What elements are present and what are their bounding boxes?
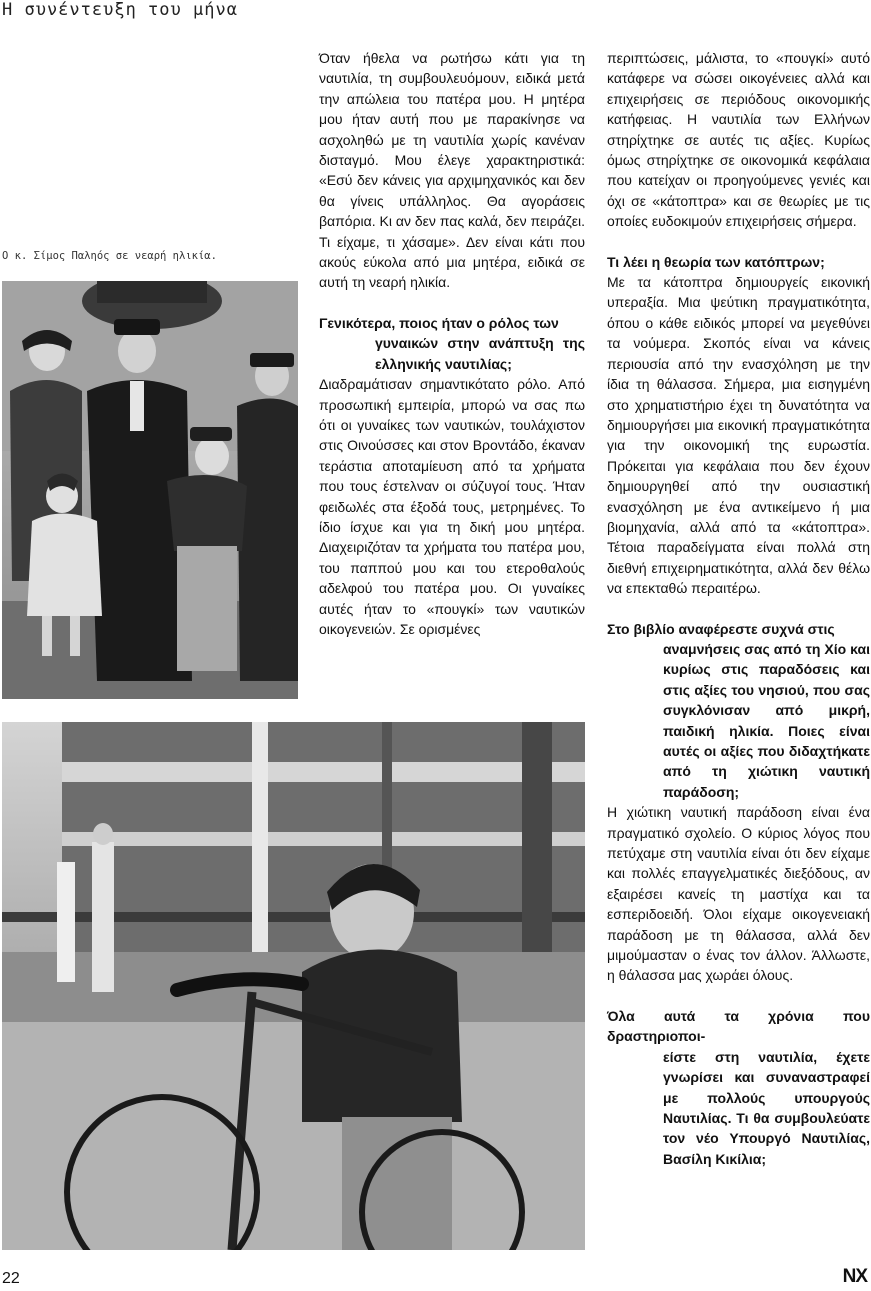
magazine-logo: NX bbox=[842, 1266, 867, 1287]
question-first-line: Στο βιβλίο αναφέρεστε συχνά στις bbox=[607, 620, 835, 637]
answer-chios-values: Η χιώτικη ναυτική παράδοση είναι ένα πραγματικό σχολείο. Ο κύριος λόγος που πετύχαμε στη ναυτιλία είναι ότι δεν είχαμε και πολλές επαγγελματικές διεξόδους, αν εξαιρέσει κανείς τη μαστίχα και τα εσπεριδοειδή. Όλοι είχαμε οικογενειακή παράδοση με τη θάλασσα, αλλά δεν μιμούμασταν ο ένας τον άλλον. Άλλωστε, η θάλασσα μας χωράει όλους. bbox=[607, 804, 870, 984]
boy-bicycle-photo bbox=[2, 722, 585, 1250]
question-chios-values bbox=[607, 619, 870, 803]
answer-women-role: Διαδραμάτισαν σημαντικότατο ρόλο. Από προσωπική εμπειρία, μπορώ να σας πω ότι οι γυναίκες των ναυτικών, τουλάχιστον στις Οινούσσες και στον Βροντάδο, έκαναν τεράστια αποταμίευση από τα χρήματα που τους έστελναν οι σύζυγοί τους. Ήταν φειδωλές στα έξοδά τους, μετρημένες. Το ίδιο ίσχυε και για τη δική μου μητέρα. Διαχειριζόταν τα χρήματα του πατέρα μου, του παππού μου και του ετεροθαλούς αδελφού του πατέρα μου. Οι γυναίκες αυτές ήταν το «πουγκί» των ναυτικών οικογενειών. Σε ορισμένες bbox=[319, 376, 585, 637]
question-rest: είστε στη ναυτιλία, έχετε γνωρίσει και συναναστραφεί με πολλούς υπουργούς Ναυτιλίας. Τι θα συμβουλεύατε τον νέο Υπουργό Ναυτιλίας, Βασίλη Κικίλια; bbox=[663, 1048, 870, 1167]
article-column-middle bbox=[319, 48, 585, 639]
intro-paragraph: Όταν ήθελα να ρωτήσω κάτι για τη ναυτιλία, τη συμβουλευόμουν, ειδικά μετά την απώλεια του πατέρα μου. Η μητέρα μου ήταν αυτή που με παρακίνησε να ασχοληθώ με τη ναυτιλία χωρίς κανέναν δισταγμό. Μου έλεγε χαρακτηριστικά: «Εσύ δεν κάνεις για αρχιμηχανικός και δεν θα γίνεις υπάλληλος. Θα αγοράσεις βαπόρια. Κι αν δεν πας καλά, δεν πειράζει. Τι είχαμε, τι χάσαμε». Δεν είναι κάτι που ακούς εύκολα από μια μητέρα, ειδικά σε αυτή τη νεαρή ηλικία. bbox=[319, 50, 585, 291]
family-photo bbox=[2, 281, 298, 699]
question-mirrors-theory: Τι λέει η θεωρία των κατόπτρων; bbox=[607, 253, 825, 270]
question-women-role bbox=[319, 313, 585, 374]
article-column-right bbox=[607, 48, 870, 1169]
continued-paragraph: περιπτώσεις, μάλιστα, το «πουγκί» αυτό κατάφερε να σώσει οικογένειες αλλά και επιχειρήσεις σε περιόδους οικονομικής κατήφειας. Η ναυτιλία των Ελλήνων στηρίχτηκε σε αυτές τις αξίες. Κυρίως όμως στηρίχτηκε σε οικονομικά κεφάλαια που κατείχαν οι προηγούμενες γενιές και όχι σε «κάτοπτρα» και σε θεωρίες με τις οποίες ευδοκιμούν επιχειρήσεις σήμερα. bbox=[607, 50, 870, 230]
question-rest: γυναικών στην ανάπτυξη της ελληνικής ναυτιλίας; bbox=[375, 335, 585, 372]
page-number: 22 bbox=[2, 1270, 20, 1287]
question-first-line: Γενικότερα, ποιος ήταν ο ρόλος των bbox=[319, 314, 559, 331]
question-first-line: Όλα αυτά τα χρόνια που δραστηριοποι- bbox=[607, 1007, 870, 1045]
answer-mirrors-theory: Με τα κάτοπτρα δημιουργείς εικονική υπεραξία. Μια ψεύτικη πραγματικότητα, όπου ο κάθε ειδικός μπορεί να μεγεθύνει τα νούμερα. Σκοπός είναι να κάνεις περιουσία από την ενασχόληση με την ίδια τη θάλασσα. Σήμερα, μια εισηγμένη στο χρηματιστήριο έχει τη δυνατότητα να δημιουργήσει μια εικονική πραγματικότητα για την οικονομική της ευρωστία. Πρόκειται για κεφάλαια που δεν έχουν δημιουργηθεί από την ουσιαστική ενασχόληση με ένα αντικείμενο ή μια βιομηχανία, αλλά από τα «κάτοπτρα». Τέτοια παραδείγματα είναι πολλά στη διεθνή επιχειρηματικότητα, αλλά δεν θέλω να επεκταθώ περαιτέρω. bbox=[607, 274, 870, 597]
running-title: Η συνέντευξη του μήνα bbox=[2, 0, 238, 20]
photo-caption: Ο κ. Σίμος Παληός σε νεαρή ηλικία. bbox=[2, 250, 217, 262]
question-rest: αναμνήσεις σας από τη Χίο και κυρίως στις παραδόσεις και στις αξίες του νησιού, που σας συγκλόνισαν από μικρή, παιδική ηλικία. Ποιες είναι αυτές οι αξίες που διδαχτήκατε από τη χιώτικη ναυτική παράδοση; bbox=[663, 640, 870, 800]
question-ministers bbox=[607, 1006, 870, 1169]
